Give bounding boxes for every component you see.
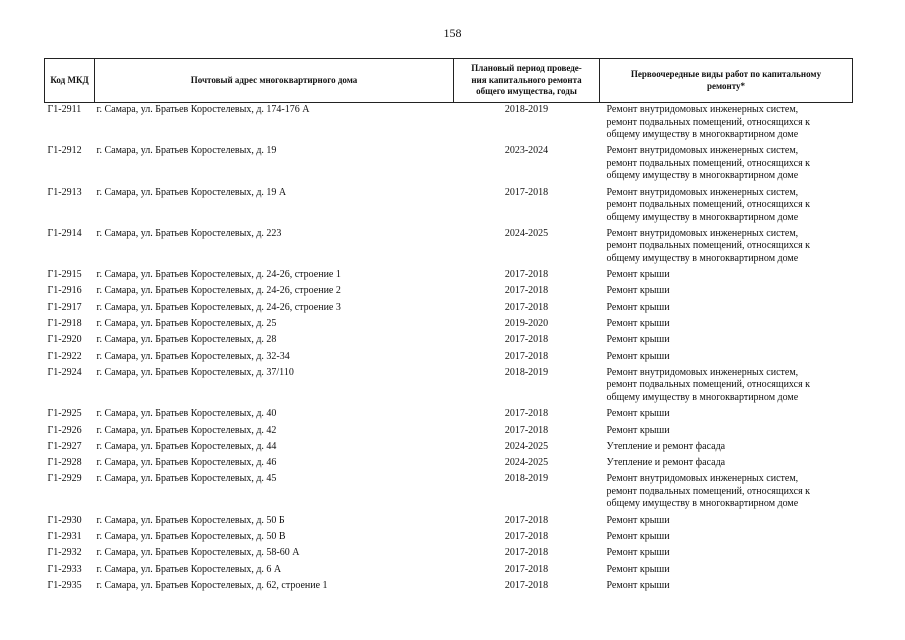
- works-line: ремонт подвальных помещений, относящихся к: [606, 116, 811, 128]
- table-row: [45, 424, 853, 440]
- works-cell: [600, 366, 853, 407]
- works-line: ремонт подвальных помещений, относящихся к: [606, 240, 811, 252]
- address-cell: г. Самара, ул. Братьев Коростелевых, д. 19: [96, 145, 277, 157]
- works-cell: [600, 563, 853, 579]
- works-line: общему имуществу в многоквартирном доме: [606, 211, 799, 223]
- address-cell: г. Самара, ул. Братьев Коростелевых, д. 44: [96, 440, 277, 452]
- table-row: [45, 563, 853, 579]
- period-cell: 2017-2018: [504, 350, 549, 362]
- capital-repair-table: [44, 58, 853, 595]
- address-cell: г. Самара, ул. Братьев Коростелевых, д. 37/110: [96, 366, 294, 378]
- mkd-code-cell: Г1-2930: [47, 514, 82, 526]
- works-line: Ремонт внутридомовых инженерных систем,: [606, 104, 799, 115]
- period-cell: 2017-2018: [504, 186, 549, 198]
- header-period: Плановый период проведе- ния капитального ремонта общего имущества, годы: [454, 59, 600, 103]
- address-cell: г. Самара, ул. Братьев Коростелевых, д. 24-26, строение 2: [96, 285, 341, 297]
- table-row: [45, 103, 853, 145]
- period-cell: 2018-2019: [504, 473, 549, 485]
- works-line: ремонт подвальных помещений, относящихся к: [606, 379, 811, 391]
- works-line: Утепление и ремонт фасада: [606, 440, 726, 452]
- works-cell: [600, 350, 853, 366]
- table-row: [45, 317, 853, 333]
- period-cell: 2017-2018: [504, 285, 549, 297]
- table-row: [45, 350, 853, 366]
- table-row: [45, 472, 853, 513]
- works-cell: [600, 546, 853, 562]
- mkd-code-cell: Г1-2932: [47, 547, 82, 559]
- works-line: общему имуществу в многоквартирном доме: [606, 170, 799, 182]
- mkd-code-cell: Г1-2928: [47, 457, 82, 469]
- table-row: [45, 546, 853, 562]
- mkd-code-cell: Г1-2924: [47, 366, 82, 378]
- works-cell: [600, 317, 853, 333]
- table-row: [45, 440, 853, 456]
- address-cell: г. Самара, ул. Братьев Коростелевых, д. 42: [96, 424, 277, 436]
- period-cell: 2024-2025: [504, 440, 549, 452]
- works-line: общему имуществу в многоквартирном доме: [606, 498, 799, 510]
- period-cell: 2023-2024: [504, 145, 549, 157]
- table-row: [45, 268, 853, 284]
- works-line: Ремонт крыши: [606, 547, 670, 559]
- table-header: [45, 59, 853, 103]
- address-cell: г. Самара, ул. Братьев Коростелевых, д. 24-26, строение 1: [96, 269, 341, 281]
- mkd-code-cell: Г1-2929: [47, 473, 82, 485]
- works-cell: [600, 530, 853, 546]
- mkd-code-cell: Г1-2916: [47, 285, 82, 297]
- table-row: [45, 530, 853, 546]
- works-line: Ремонт крыши: [606, 408, 670, 420]
- address-cell: г. Самара, ул. Братьев Коростелевых, д. 25: [96, 318, 277, 330]
- table-row: [45, 366, 853, 407]
- works-cell: [600, 456, 853, 472]
- address-cell: г. Самара, ул. Братьев Коростелевых, д. 50 Б: [96, 514, 285, 526]
- period-cell: 2018-2019: [504, 366, 549, 378]
- works-cell: [600, 472, 853, 513]
- works-cell: [600, 186, 853, 227]
- works-cell: [600, 227, 853, 268]
- works-cell: [600, 268, 853, 284]
- works-line: Ремонт внутридомовых инженерных систем,: [606, 366, 799, 378]
- mkd-code-cell: Г1-2915: [47, 269, 82, 281]
- works-cell: [600, 144, 853, 185]
- header-code: Код МКД: [45, 59, 95, 103]
- works-line: общему имуществу в многоквартирном доме: [606, 129, 799, 140]
- mkd-code-cell: Г1-2914: [47, 227, 82, 239]
- period-cell: 2017-2018: [504, 301, 549, 313]
- period-cell: 2018-2019: [504, 104, 549, 115]
- address-cell: г. Самара, ул. Братьев Коростелевых, д. 46: [96, 457, 277, 469]
- works-line: Ремонт крыши: [606, 424, 670, 436]
- works-cell: [600, 440, 853, 456]
- period-cell: 2017-2018: [504, 269, 549, 281]
- table-row: [45, 227, 853, 268]
- works-line: ремонт подвальных помещений, относящихся к: [606, 485, 811, 497]
- works-line: Ремонт внутридомовых инженерных систем,: [606, 186, 799, 198]
- works-line: Ремонт внутридомовых инженерных систем,: [606, 145, 799, 157]
- table-row: [45, 514, 853, 530]
- works-cell: [600, 284, 853, 300]
- works-cell: [600, 579, 853, 595]
- works-line: Ремонт крыши: [606, 269, 670, 281]
- works-line: Ремонт крыши: [606, 334, 670, 346]
- address-cell: г. Самара, ул. Братьев Коростелевых, д. 45: [96, 473, 277, 485]
- period-cell: 2017-2018: [504, 547, 549, 559]
- address-cell: г. Самара, ул. Братьев Коростелевых, д. 19 А: [96, 186, 287, 198]
- address-cell: г. Самара, ул. Братьев Коростелевых, д. 28: [96, 334, 277, 346]
- mkd-code-cell: Г1-2933: [47, 563, 82, 575]
- period-cell: 2017-2018: [504, 334, 549, 346]
- works-line: ремонт подвальных помещений, относящихся к: [606, 157, 811, 169]
- mkd-code-cell: Г1-2913: [47, 186, 82, 198]
- works-line: Ремонт внутридомовых инженерных систем,: [606, 227, 799, 239]
- works-cell: [600, 333, 853, 349]
- page-number: 158: [443, 26, 462, 40]
- works-line: общему имуществу в многоквартирном доме: [606, 391, 799, 403]
- address-cell: г. Самара, ул. Братьев Коростелевых, д. 24-26, строение 3: [96, 301, 341, 313]
- address-cell: г. Самара, ул. Братьев Коростелевых, д. 50 В: [96, 531, 286, 543]
- period-cell: 2017-2018: [504, 531, 549, 543]
- address-cell: г. Самара, ул. Братьев Коростелевых, д. 40: [96, 408, 277, 420]
- works-line: Ремонт крыши: [606, 301, 670, 313]
- address-cell: г. Самара, ул. Братьев Коростелевых, д. 58-60 А: [96, 547, 300, 559]
- mkd-code-cell: Г1-2918: [47, 318, 82, 330]
- works-line: Ремонт крыши: [606, 350, 670, 362]
- mkd-code-cell: Г1-2911: [47, 104, 82, 115]
- mkd-code-cell: Г1-2917: [47, 301, 82, 313]
- period-cell: 2017-2018: [504, 424, 549, 436]
- header-works: Первоочередные виды работ по капитальному ремонту*: [600, 59, 853, 103]
- mkd-code-cell: Г1-2920: [47, 334, 82, 346]
- address-cell: г. Самара, ул. Братьев Коростелевых, д. 62, строение 1: [96, 579, 328, 591]
- table-row: [45, 301, 853, 317]
- mkd-code-cell: Г1-2926: [47, 424, 82, 436]
- table-row: [45, 579, 853, 595]
- period-cell: 2024-2025: [504, 227, 549, 239]
- table-row: [45, 407, 853, 423]
- period-cell: 2017-2018: [504, 408, 549, 420]
- address-cell: г. Самара, ул. Братьев Коростелевых, д. 223: [96, 227, 282, 239]
- works-cell: [600, 103, 853, 145]
- table-body: [45, 103, 853, 596]
- address-cell: г. Самара, ул. Братьев Коростелевых, д. 32-34: [96, 350, 290, 362]
- table-row: [45, 456, 853, 472]
- works-line: ремонт подвальных помещений, относящихся к: [606, 199, 811, 211]
- mkd-code-cell: Г1-2931: [47, 531, 82, 543]
- address-cell: г. Самара, ул. Братьев Коростелевых, д. 174-176 А: [96, 104, 310, 115]
- header-address: Почтовый адрес многоквартирного дома: [95, 59, 454, 103]
- works-cell: [600, 514, 853, 530]
- works-line: Ремонт крыши: [606, 563, 670, 575]
- address-cell: г. Самара, ул. Братьев Коростелевых, д. 6 А: [96, 563, 282, 575]
- period-cell: 2017-2018: [504, 563, 549, 575]
- works-cell: [600, 424, 853, 440]
- works-line: Ремонт крыши: [606, 531, 670, 543]
- mkd-code-cell: Г1-2935: [47, 579, 82, 591]
- works-line: Ремонт крыши: [606, 285, 670, 297]
- table-row: [45, 333, 853, 349]
- works-line: Ремонт внутридомовых инженерных систем,: [606, 473, 799, 485]
- works-line: Ремонт крыши: [606, 318, 670, 330]
- mkd-code-cell: Г1-2912: [47, 145, 82, 157]
- period-cell: 2017-2018: [504, 514, 549, 526]
- mkd-code-cell: Г1-2922: [47, 350, 82, 362]
- works-line: Утепление и ремонт фасада: [606, 457, 726, 469]
- works-cell: [600, 301, 853, 317]
- period-cell: 2024-2025: [504, 457, 549, 469]
- mkd-code-cell: Г1-2927: [47, 440, 82, 452]
- works-line: общему имуществу в многоквартирном доме: [606, 252, 799, 264]
- works-line: Ремонт крыши: [606, 579, 670, 591]
- table-row: [45, 144, 853, 185]
- table-row: [45, 284, 853, 300]
- table-row: [45, 186, 853, 227]
- period-cell: 2017-2018: [504, 579, 549, 591]
- period-cell: 2019-2020: [504, 318, 549, 330]
- mkd-code-cell: Г1-2925: [47, 408, 82, 420]
- works-line: Ремонт крыши: [606, 514, 670, 526]
- works-cell: [600, 407, 853, 423]
